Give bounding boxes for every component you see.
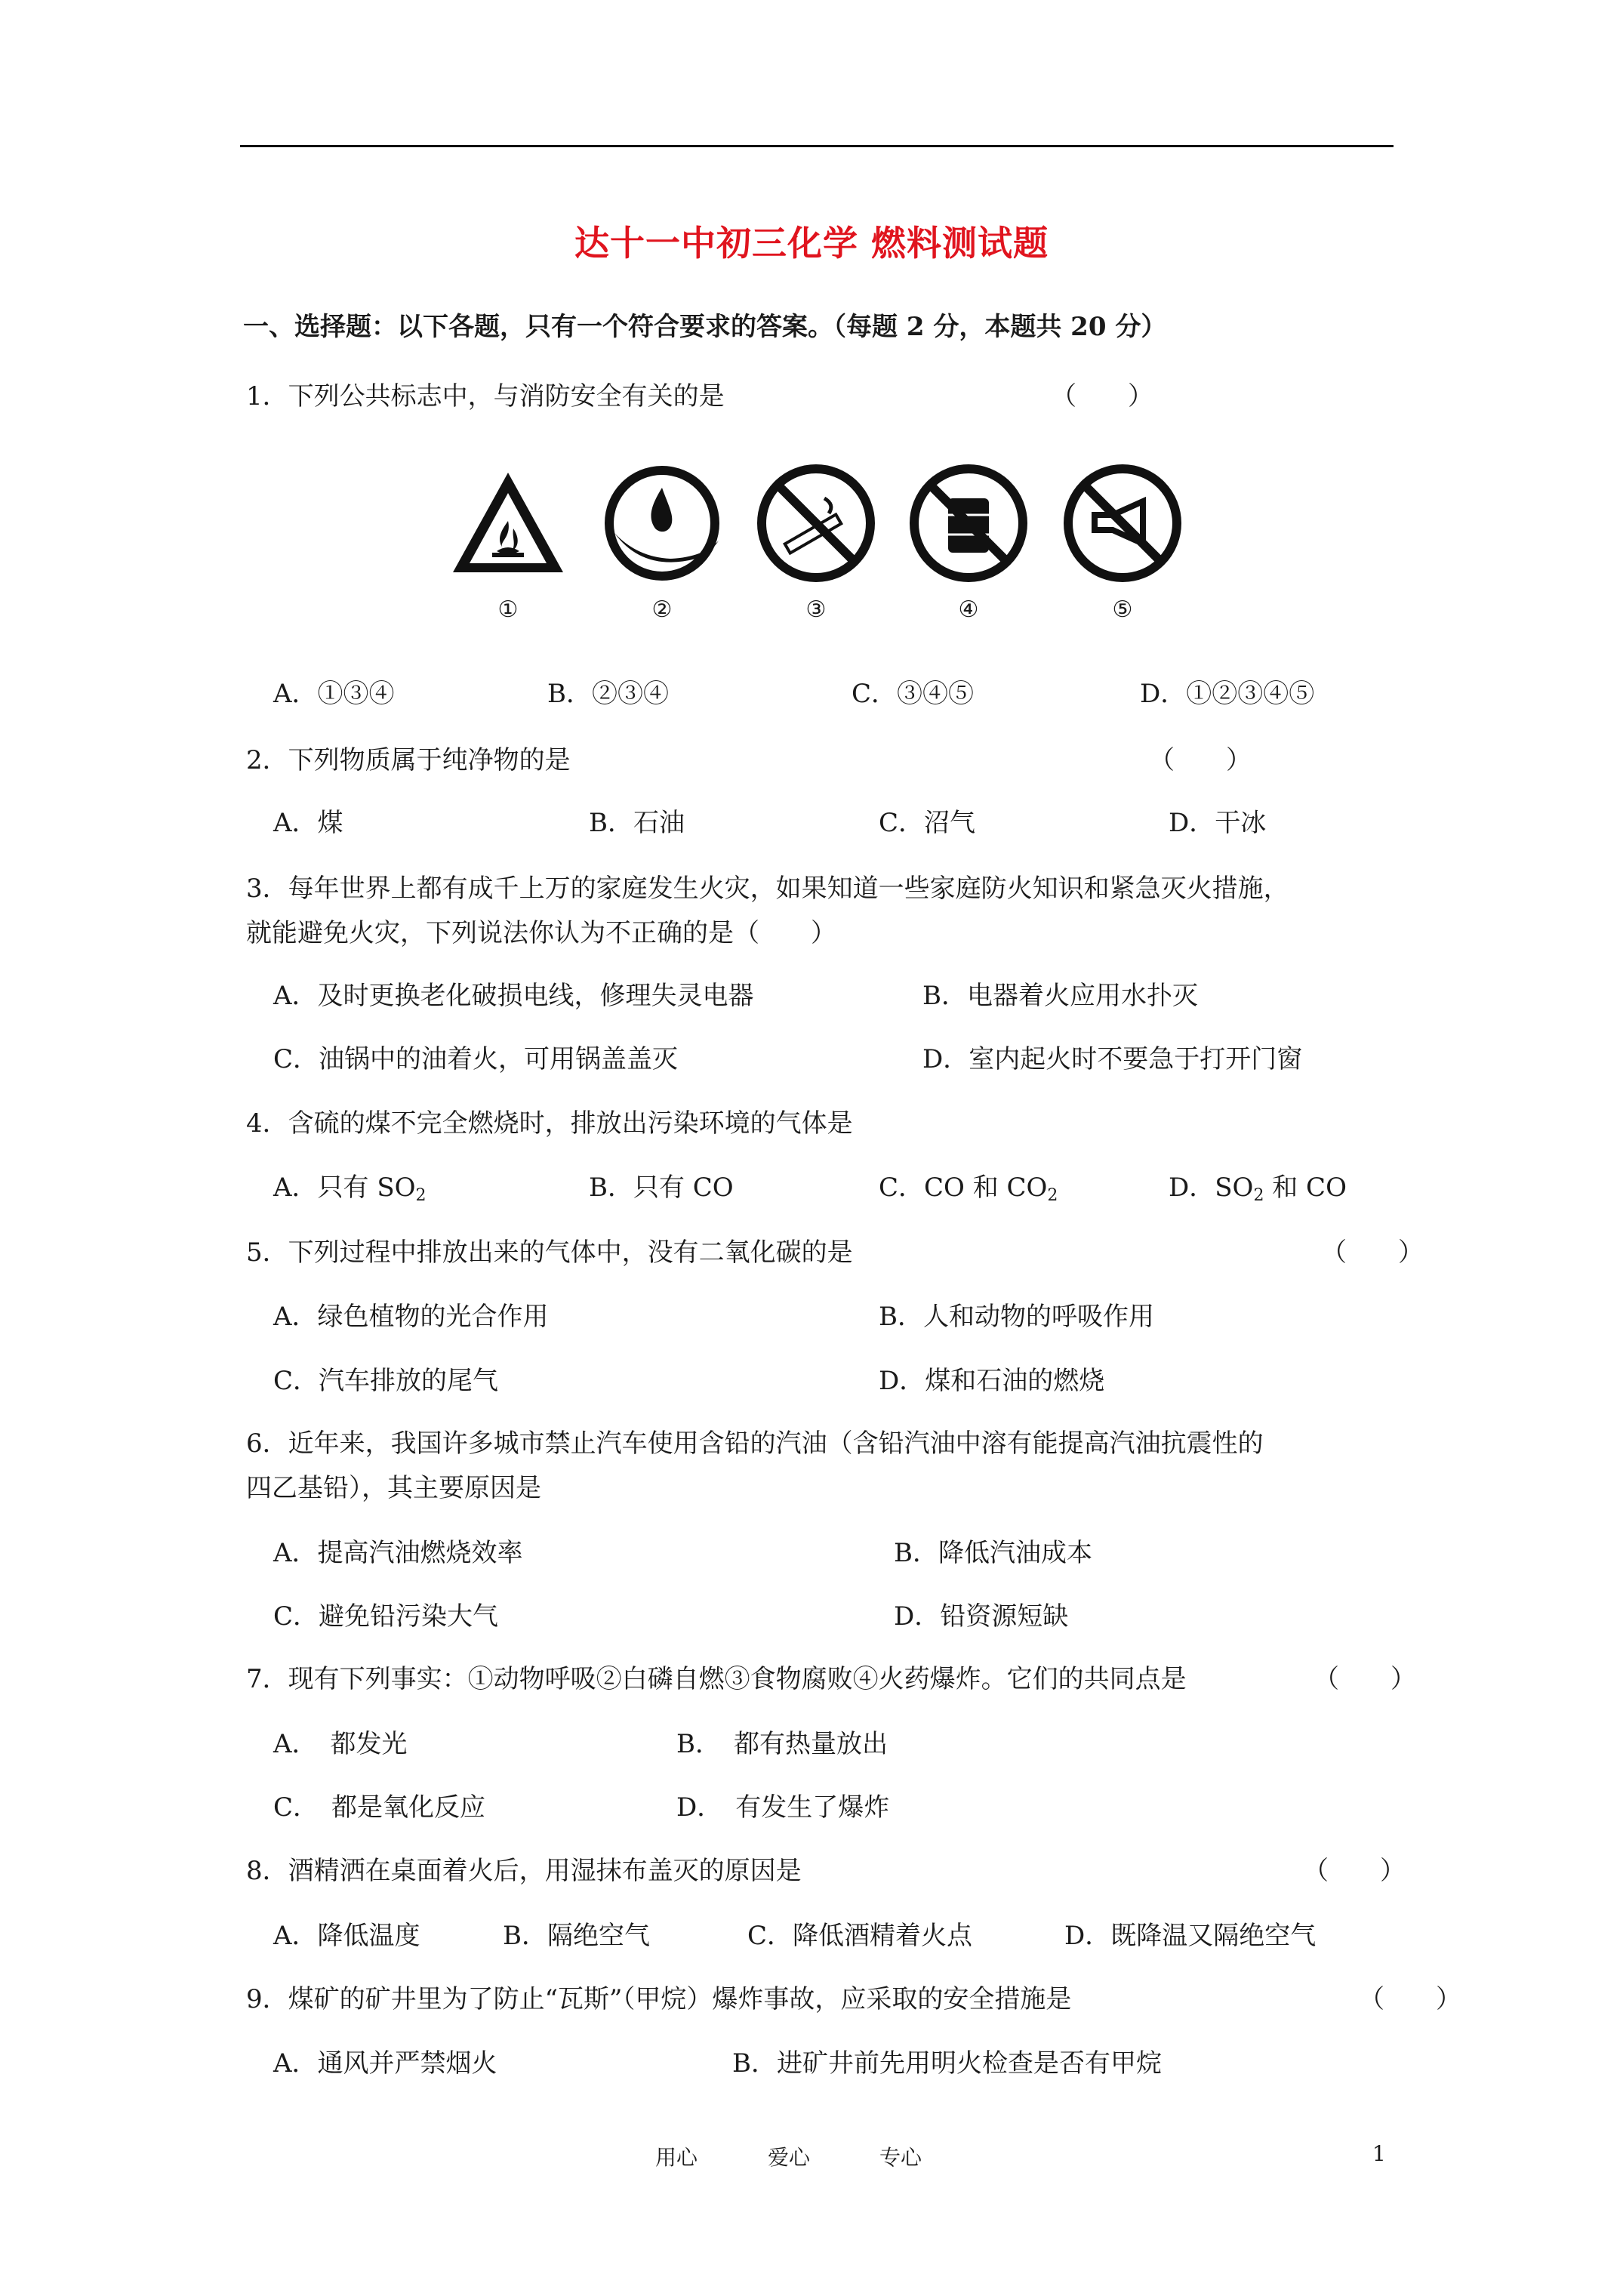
question-1-answer-blank: （ ）	[1051, 381, 1153, 411]
q5-option-d: D．煤和石油的燃烧	[879, 1366, 1105, 1396]
sign-label-5: ⑤	[1112, 596, 1133, 623]
question-6-stem-line-1: 6．近年来，我国许多城市禁止汽车使用含铅的汽油（含铅汽油中溶有能提高汽油抗震性的	[246, 1428, 1264, 1459]
question-2-answer-blank: （ ）	[1149, 745, 1252, 775]
question-9-stem: 9．煤矿的矿井里为了防止“瓦斯”（甲烷）爆炸事故，应采取的安全措施是	[246, 1984, 1072, 2014]
q2-option-d: D．干冰	[1169, 808, 1267, 838]
question-7-answer-blank: （ ）	[1313, 1664, 1416, 1694]
q5-option-b: B．人和动物的呼吸作用	[879, 1302, 1154, 1332]
q6-option-b: B．降低汽油成本	[894, 1538, 1092, 1568]
question-3-stem-line-2: 就能避免火灾，下列说法你认为不正确的是（ ）	[246, 918, 836, 948]
q4-option-d	[1169, 1166, 1347, 1205]
flammable-warning-sign-icon	[444, 459, 572, 587]
subscript-2: 2	[415, 1186, 427, 1205]
question-6-stem-line-2: 四乙基铅），其主要原因是	[246, 1473, 541, 1503]
sign-label-2: ②	[651, 596, 673, 623]
sign-label-1: ①	[497, 596, 519, 623]
question-1-stem: 1．下列公共标志中，与消防安全有关的是	[246, 381, 725, 411]
q9-option-b: B．进矿井前先用明火检查是否有甲烷	[732, 2048, 1162, 2079]
q2-option-c: C．沼气	[879, 808, 976, 838]
q9-option-a: A．通风并严禁烟火	[273, 2048, 497, 2079]
page-number: 1	[1372, 2141, 1386, 2166]
q5-option-a: A．绿色植物的光合作用	[273, 1302, 549, 1332]
question-7-stem: 7．现有下列事实：①动物呼吸②白磷自燃③食物腐败④火药爆炸。它们的共同点是	[246, 1664, 1187, 1694]
no-honking-sign-icon	[1058, 459, 1187, 587]
no-flammable-materials-sign-icon	[904, 459, 1033, 587]
question-5-stem: 5．下列过程中排放出来的气体中，没有二氧化碳的是	[246, 1237, 853, 1268]
question-2-stem: 2．下列物质属于纯净物的是	[246, 745, 571, 775]
q1-option-d: D．①②③④⑤	[1140, 679, 1315, 709]
q4-option-d-text: D．SO	[1169, 1173, 1254, 1203]
q3-option-b: B．电器着火应用水扑灭	[922, 981, 1198, 1011]
q4-option-a-text: A．只有 SO	[273, 1173, 416, 1203]
subscript-2: 2	[1253, 1186, 1264, 1205]
q5-option-c: C．汽车排放的尾气	[273, 1366, 499, 1396]
subscript-2: 2	[1047, 1186, 1058, 1205]
q7-option-a: A． 都发光	[273, 1729, 408, 1759]
q4-option-c-text: C．CO 和 CO	[879, 1173, 1048, 1203]
q7-option-d: D． 有发生了爆炸	[676, 1792, 890, 1823]
page-title: 达十一中初三化学 燃料测试题	[574, 223, 1049, 264]
q7-option-c: C． 都是氧化反应	[273, 1792, 486, 1823]
q8-option-b: B．隔绝空气	[503, 1921, 650, 1951]
question-4-stem: 4．含硫的煤不完全燃烧时，排放出污染环境的气体是	[246, 1108, 853, 1139]
header-rule	[240, 145, 1394, 147]
water-drop-sign-icon	[598, 459, 726, 587]
q4-option-a	[273, 1166, 427, 1205]
q6-option-a: A．提高汽油燃烧效率	[273, 1538, 523, 1568]
q1-option-c: C．③④⑤	[852, 679, 975, 709]
q1-option-b: B．②③④	[547, 679, 669, 709]
question-9-answer-blank: （ ）	[1359, 1984, 1461, 2014]
q3-option-d: D．室内起火时不要急于打开门窗	[922, 1044, 1303, 1074]
sign-label-3: ③	[805, 596, 827, 623]
question-8-stem: 8．酒精洒在桌面着火后，用湿抹布盖灭的原因是	[246, 1856, 802, 1886]
q2-option-a: A．煤	[273, 808, 343, 838]
q3-option-a: A．及时更换老化破损电线，修理失灵电器	[273, 981, 754, 1011]
q4-option-d-tail: 和 CO	[1264, 1173, 1347, 1203]
footer-word-1: 用心	[655, 2145, 698, 2170]
footer-word-3: 专心	[879, 2145, 922, 2170]
question-5-answer-blank: （ ）	[1321, 1237, 1424, 1268]
q8-option-a: A．降低温度	[273, 1921, 420, 1951]
q3-option-c: C．油锅中的油着火，可用锅盖盖灭	[273, 1044, 679, 1074]
q6-option-c: C．避免铅污染大气	[273, 1601, 499, 1632]
q7-option-b: B． 都有热量放出	[676, 1729, 888, 1759]
q2-option-b: B．石油	[589, 808, 685, 838]
sign-label-4: ④	[958, 596, 979, 623]
q1-option-a: A．①③④	[273, 679, 395, 709]
q8-option-c: C．降低酒精着火点	[747, 1921, 973, 1951]
question-3-stem-line-1: 3．每年世界上都有成千上万的家庭发生火灾，如果知道一些家庭防火知识和紧急灭火措施，	[246, 874, 1289, 904]
question-8-answer-blank: （ ）	[1303, 1856, 1406, 1886]
q4-option-b: B．只有 CO	[589, 1173, 734, 1203]
footer-word-2: 爱心	[768, 2145, 811, 2170]
section-heading: 一、选择题：以下各题，只有一个符合要求的答案。（每题 2 分，本题共 20 分）	[243, 312, 1167, 342]
no-smoking-sign-icon	[752, 459, 880, 587]
q8-option-d: D．既降温又隔绝空气	[1064, 1921, 1317, 1951]
q6-option-d: D．铅资源短缺	[894, 1601, 1069, 1632]
q4-option-c	[879, 1166, 1058, 1205]
